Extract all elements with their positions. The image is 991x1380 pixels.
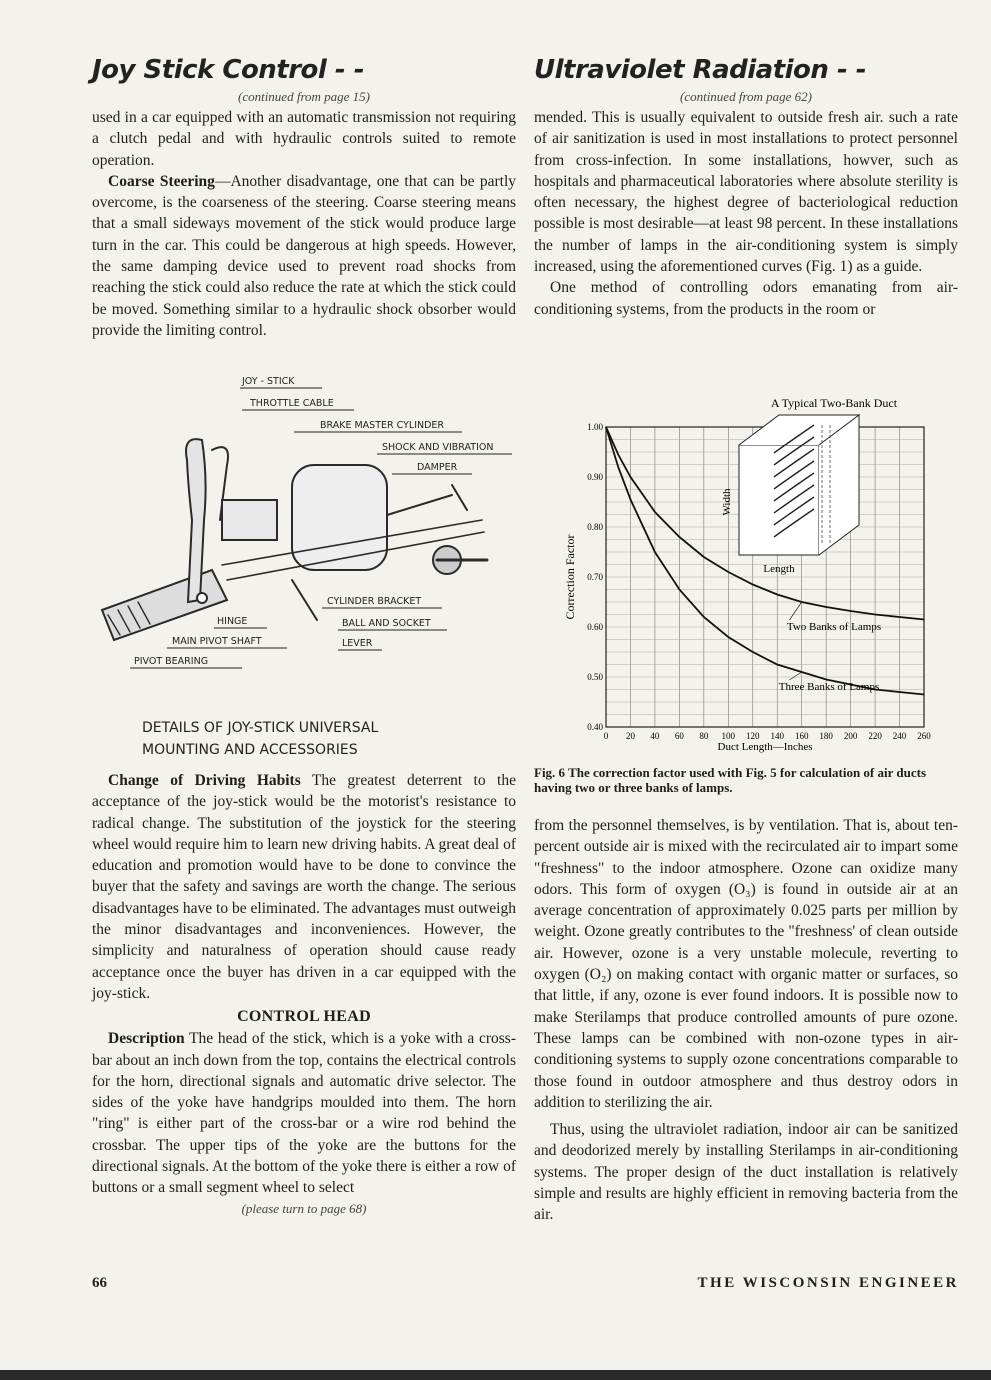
damper-shape bbox=[292, 465, 387, 570]
label-ball-and-socket: BALL AND SOCKET bbox=[342, 618, 431, 629]
correction-factor-chart bbox=[534, 385, 958, 755]
x-tick-label: 160 bbox=[794, 731, 809, 741]
label-pivot-bearing: PIVOT BEARING bbox=[134, 656, 209, 667]
right-column-lower bbox=[534, 815, 958, 1226]
paragraph: used in a car equipped with an automatic transmission not requiring a clutch pedal and with hydraulic controls suited to remote operation. bbox=[92, 109, 516, 169]
x-tick-label: 40 bbox=[650, 731, 660, 741]
chart-svg bbox=[534, 385, 958, 755]
label-cylinder-bracket: CYLINDER BRACKET bbox=[327, 596, 422, 607]
x-tick-label: 260 bbox=[917, 731, 931, 741]
paragraph: mended. This is usually equivalent to outside fresh air. such a rate of air sanitization is used in most installations to protect personnel from cross-infection. In some installations, howver, such as hospitals and pharmaceutical laboratories where absolute sterility is often necessary, the highest degree of bacteriological reduction possible is most desirable—at least 98 percent. In these installations the number of lamps in the air-conditioning system is simply increased, using the aforementioned curves (Fig. 1) as a guide. bbox=[534, 109, 958, 276]
right-column bbox=[534, 55, 958, 320]
continued-note: (continued from page 15) bbox=[237, 89, 371, 104]
y-tick-label: 0.50 bbox=[587, 672, 603, 682]
paragraph: from the personnel themselves, is by ventilation. That is, about ten-percent outside air is mixed with the recirculated air to impart some "freshness" to the indoor atmosphere. Ozone can oxidize many odors. This form of oxygen (O₃) is found in outside air at an average concentration of approximately 0.025 parts per million by weight. Ozone greatly contributes to the "freshness' of clean outside air. However, ozone is a very unstable molecule, reverting to oxygen (O₂) on making contact with organic matter or surfaces, so that little, if any, ozone is ever found indoors. It is possible now to make Sterilamps that produce controlled amounts of pure ozone. These lamps can be combined with non-ozone types in air-conditioning systems to supply ozone concentrations comparable to those found in outdoor atmosphere and thus destroy odors in addition to sterilizing the air. bbox=[534, 817, 958, 1111]
series-label-leader bbox=[789, 602, 801, 620]
series-label-2: Three Banks of Lamps bbox=[778, 681, 880, 693]
diagram-caption-line1: DETAILS OF JOY-STICK UNIVERSAL bbox=[142, 720, 379, 736]
chart-title: A Typical Two-Bank Duct bbox=[770, 396, 898, 410]
paragraph: Coarse Steering—Another disadvantage, one that can be partly overcome, is the coarseness of the steering. Coarse steering means that a small sideways movement of the stick would produce large turn in the car. This could be dangerous at high speeds. However, the same damping device used to prevent road shocks from reaching the stick could also reduce the rate at which the stick could be moved. Something similar to a hydraulic shock obsorber would provide the limiting control. bbox=[92, 172, 516, 339]
main-pivot-shaft-shape bbox=[102, 570, 227, 640]
x-tick-label: 0 bbox=[603, 731, 609, 741]
paragraph: Thus, using the ultraviolet radiation, indoor air can be sanitized and deodorized merely by installing Sterilamps in air-conditioning systems. The proper design of the duct installation is relatively simple and results are highly efficient in removing bacteria from the air. bbox=[534, 1121, 958, 1224]
x-tick-label: 100 bbox=[721, 731, 736, 741]
turn-note: (please turn to page 68) bbox=[241, 1200, 367, 1216]
y-axis-label: Correction Factor bbox=[563, 534, 577, 620]
inset-width-label: Width bbox=[721, 488, 733, 516]
label-shock-vibration: SHOCK AND VIBRATION bbox=[382, 442, 494, 453]
series-label-1: Two Banks of Lamps bbox=[786, 621, 882, 633]
x-tick-label: 240 bbox=[892, 731, 907, 741]
y-tick-label: 0.70 bbox=[587, 572, 603, 582]
x-tick-label: 60 bbox=[674, 731, 684, 741]
y-tick-label: 1.00 bbox=[587, 422, 603, 432]
inset-length-label: Length bbox=[763, 563, 795, 575]
y-tick-label: 0.80 bbox=[587, 522, 603, 532]
joystick-diagram bbox=[92, 370, 516, 760]
scan-edge bbox=[0, 1370, 991, 1380]
left-column-lower bbox=[92, 770, 516, 1217]
label-brake-master-cylinder: BRAKE MASTER CYLINDER bbox=[320, 420, 445, 431]
run-in-head: Change of Driving Habits bbox=[108, 772, 301, 789]
x-tick-label: 120 bbox=[746, 731, 760, 741]
y-tick-label: 0.90 bbox=[587, 472, 603, 482]
continued-note: (continued from page 62) bbox=[679, 89, 813, 104]
label-joystick: JOY - STICK bbox=[242, 376, 295, 387]
x-axis-label: Duct Length—Inches bbox=[717, 741, 813, 753]
article-title-joystick: Joy Stick Control - - bbox=[92, 55, 365, 85]
y-tick-label: 0.60 bbox=[587, 622, 603, 632]
label-lever: LEVER bbox=[342, 638, 373, 649]
label-throttle-cable: THROTTLE CABLE bbox=[250, 398, 334, 409]
article-title-ultraviolet: Ultraviolet Radiation - - bbox=[534, 55, 867, 85]
figure-caption: Fig. 6 The correction factor used with Fig. 5 for calculation of air ducts having two or three banks of lamps. bbox=[534, 765, 927, 795]
joystick-drawing bbox=[92, 370, 516, 760]
left-column bbox=[92, 55, 516, 341]
x-tick-label: 200 bbox=[843, 731, 858, 741]
x-tick-label: 180 bbox=[819, 731, 833, 741]
journal-name: THE WISCONSIN ENGINEER bbox=[697, 1275, 959, 1291]
page-number: 66 bbox=[92, 1275, 107, 1291]
paragraph: Description The head of the stick, which is a yoke with a cross-bar about an inch down from the top, contains the electrical controls for the horn, directional signals and automatic drive selector. The sides of the yoke have handgrips moulded into them. The horn "ring" is either part of the cross-bar or a wire rod behind the crossbar. The upper tips of the yoke are the buttons for the directional signals. At the bottom of the yoke there is either a row of buttons or a small segment wheel to select bbox=[92, 1030, 516, 1197]
x-tick-label: 20 bbox=[625, 731, 635, 741]
y-tick-label: 0.40 bbox=[587, 722, 603, 732]
run-in-head: Description bbox=[108, 1030, 185, 1048]
section-heading: CONTROL HEAD bbox=[237, 1008, 371, 1026]
label-hinge: HINGE bbox=[217, 616, 248, 627]
run-in-head: Coarse Steering bbox=[108, 172, 215, 190]
label-main-pivot-shaft: MAIN PIVOT SHAFT bbox=[172, 636, 262, 647]
x-tick-label: 140 bbox=[770, 731, 784, 741]
label-damper: DAMPER bbox=[417, 462, 458, 473]
diagram-caption-line2: MOUNTING AND ACCESSORIES bbox=[142, 742, 358, 758]
paragraph: Change of Driving Habits The greatest deterrent to the acceptance of the joy-stick would be the motorist's resistance to radical change. The substitution of the joystick for the steering wheel would require him to learn new driving habits. A great deal of education and promotion would have to be done to convince the buyer that the safety and savings are worth the change. The serious disadvantages have to be eliminated. The advantages must outweigh the minor disadvantages and inconveniences. However, the simplicity and naturalness of operation should cause ready acceptance once the buyer has driven in a car equipped with the joy-stick. bbox=[92, 772, 516, 1002]
paragraph: One method of controlling odors emanating from air-conditioning systems, from the products in the room or bbox=[534, 279, 958, 318]
x-tick-label: 80 bbox=[699, 731, 709, 741]
series-label-leader bbox=[789, 672, 801, 680]
x-tick-label: 220 bbox=[868, 731, 882, 741]
